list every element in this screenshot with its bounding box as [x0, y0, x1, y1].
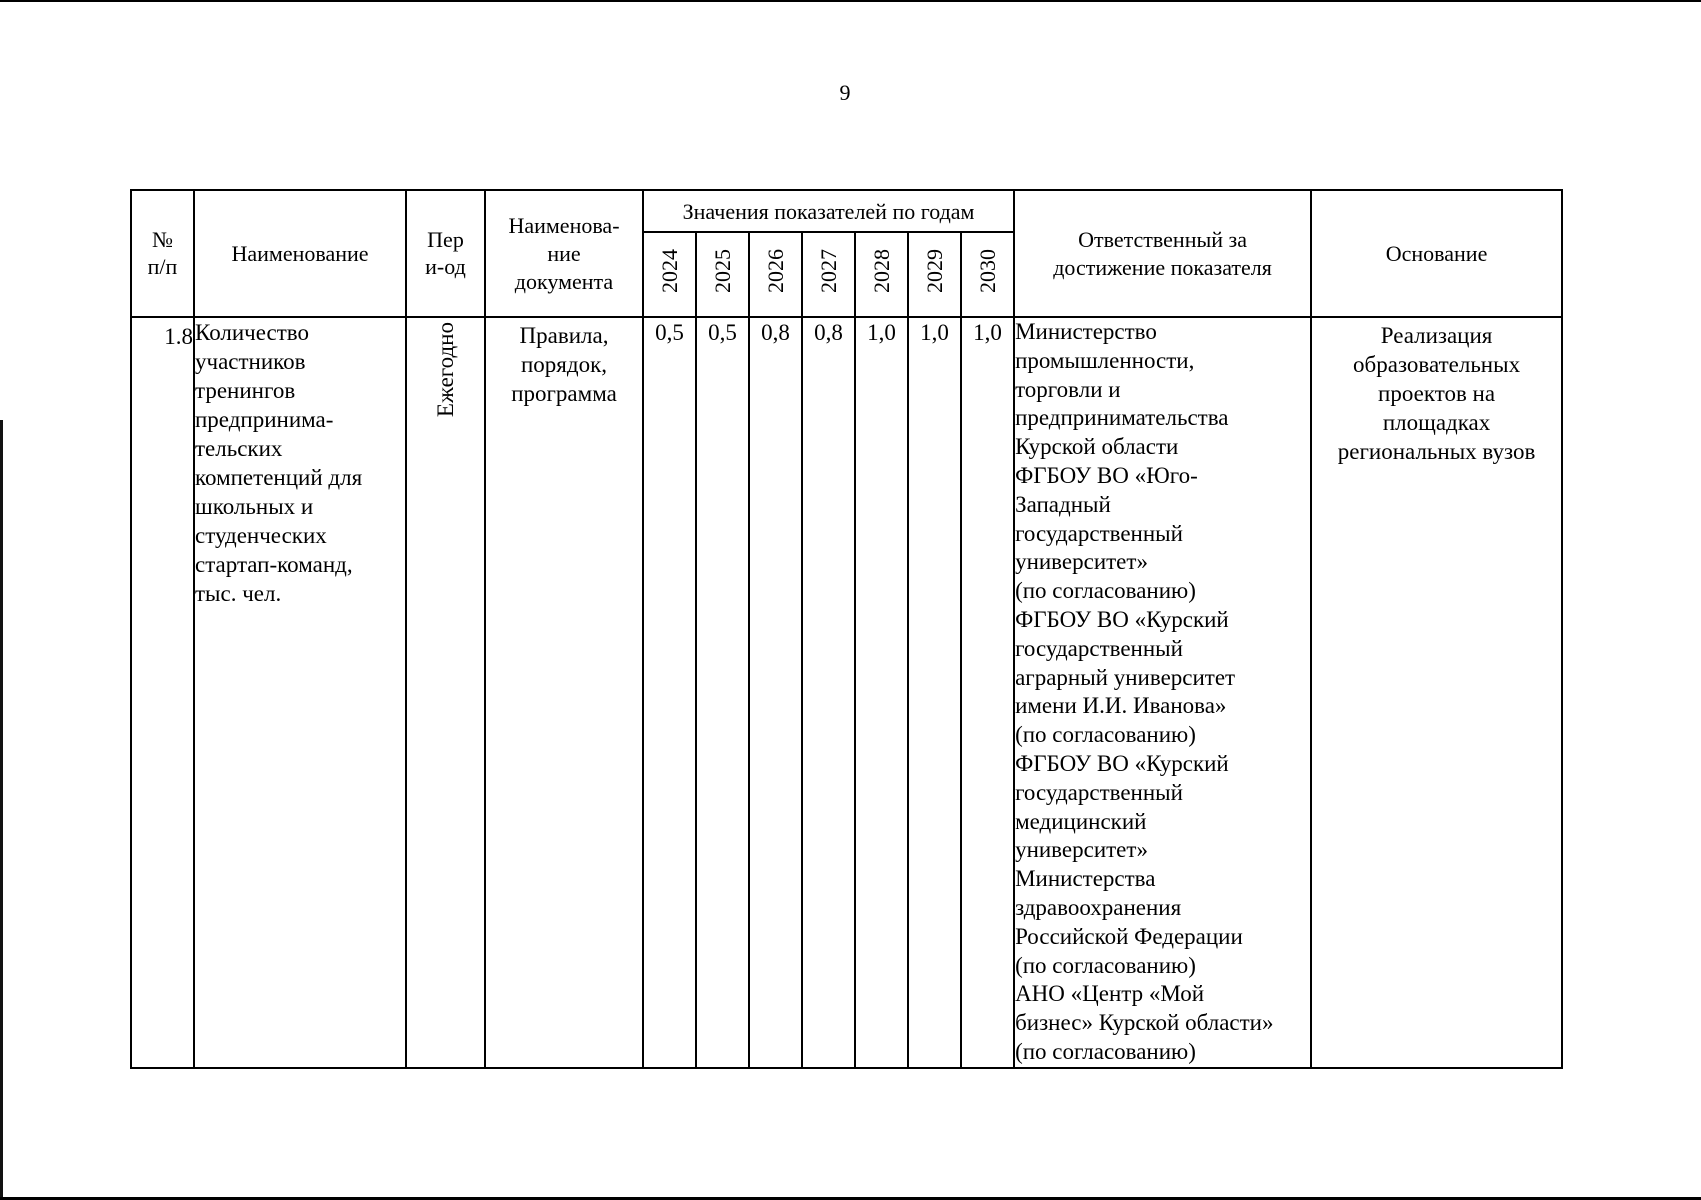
row-num-cell — [131, 317, 194, 1068]
responsible-line: Министерство — [1015, 319, 1157, 344]
header-num-label: № п/п — [147, 227, 178, 279]
document-line: программа — [511, 381, 617, 406]
row-value-2030: 1,0 — [961, 317, 1014, 1068]
basis-line: площадках — [1382, 410, 1491, 435]
row-value-2029: 1,0 — [908, 317, 961, 1068]
basis-line: проектов на — [1378, 381, 1496, 406]
row-document-cell — [485, 317, 643, 1068]
document-line: Правила, — [519, 323, 609, 348]
name-line: компетенций для — [195, 465, 363, 490]
row-name — [195, 318, 405, 608]
row-basis-cell — [1311, 317, 1562, 1068]
name-line: тыс. чел. — [195, 581, 282, 606]
header-period-label: Пери-од — [425, 227, 466, 279]
row-value-2026: 0,8 — [749, 317, 802, 1068]
header-year-label: 2028 — [869, 249, 894, 293]
basis-line: Реализация — [1380, 323, 1493, 348]
header-row-top — [131, 190, 1562, 232]
responsible-line: государственный — [1015, 779, 1183, 805]
basis-line: региональных вузов — [1337, 439, 1536, 464]
responsible-line: здравоохранения — [1015, 894, 1182, 920]
header-values-group-label: Значения показателей по годам — [682, 198, 975, 224]
row-value-2028: 1,0 — [855, 317, 908, 1068]
header-year — [855, 232, 908, 317]
responsible-line: ФГБОУ ВО «Юго- — [1015, 462, 1198, 488]
header-basis-label: Основание — [1385, 241, 1488, 266]
row-num: 1.8 — [164, 324, 193, 349]
name-line: студенческих — [195, 523, 327, 548]
responsible-line: Министерства — [1015, 866, 1156, 892]
responsible-line: государственный — [1015, 520, 1183, 546]
header-year — [802, 232, 855, 317]
responsible-line: университет» — [1015, 549, 1148, 575]
header-year — [961, 232, 1014, 317]
responsible-line: имени И.И. Иванова» — [1015, 693, 1227, 719]
responsible-line: (по согласованию) — [1015, 952, 1196, 978]
name-line: участников — [195, 349, 306, 374]
header-name — [194, 190, 406, 317]
responsible-line: аграрный университет — [1015, 664, 1236, 690]
header-year — [908, 232, 961, 317]
row-basis — [1312, 318, 1561, 466]
responsible-line: Российской Федерации — [1015, 923, 1243, 949]
responsible-line: ФГБОУ ВО «Курский — [1015, 750, 1229, 776]
responsible-line: торговли и — [1015, 376, 1121, 402]
header-year-label: 2030 — [975, 249, 1001, 293]
responsible-line: ФГБОУ ВО «Курский — [1015, 606, 1229, 632]
responsible-line: промышленности, — [1015, 347, 1195, 373]
header-document — [485, 190, 643, 317]
row-responsible — [1015, 318, 1310, 1067]
row-value-2027: 0,8 — [802, 317, 855, 1068]
header-num — [131, 190, 194, 317]
responsible-line: бизнес» Курской области» — [1015, 1010, 1274, 1036]
header-responsible — [1014, 190, 1311, 317]
name-line: предпринима- — [195, 407, 334, 432]
header-values-group — [643, 190, 1014, 232]
responsible-line: Западный — [1015, 491, 1111, 517]
responsible-line: медицинский — [1015, 808, 1147, 834]
responsible-line: (по согласованию) — [1015, 1038, 1196, 1064]
row-name-cell — [194, 317, 406, 1068]
header-year-label: 2025 — [710, 249, 735, 293]
header-name-label: Наименование — [231, 241, 369, 266]
row-document — [486, 318, 642, 408]
responsible-line: (по согласованию) — [1015, 578, 1196, 604]
row-value-2024: 0,5 — [643, 317, 696, 1068]
header-document-label: Наименова-ние документа — [508, 212, 620, 294]
responsible-line: (по согласованию) — [1015, 722, 1196, 748]
row-period-cell — [406, 317, 485, 1068]
header-responsible-label: Ответственный за достижение показателя — [1053, 226, 1272, 280]
header-period — [406, 190, 485, 317]
responsible-line: университет» — [1015, 837, 1148, 863]
document-line: порядок, — [520, 352, 607, 377]
header-year — [749, 232, 802, 317]
header-year-label: 2027 — [816, 249, 841, 293]
table-row — [131, 317, 1562, 1068]
name-line: школьных и — [195, 494, 314, 519]
responsible-line: Курской области — [1015, 434, 1179, 460]
header-basis — [1311, 190, 1562, 317]
row-period: Ежегодно — [433, 322, 458, 418]
responsible-line: АНО «Центр «Мой — [1015, 981, 1205, 1007]
header-year — [643, 232, 696, 317]
responsible-line: государственный — [1015, 635, 1183, 661]
row-value-2025: 0,5 — [696, 317, 749, 1068]
name-line: тельских — [195, 436, 283, 461]
header-year-label: 2024 — [657, 249, 682, 293]
basis-line: образовательных — [1353, 352, 1521, 377]
name-line: Количество — [195, 320, 309, 345]
responsible-line: предпринимательства — [1015, 405, 1229, 431]
header-year-label: 2029 — [922, 249, 947, 293]
page-number: 9 — [839, 80, 851, 105]
name-line: тренингов — [195, 378, 296, 403]
name-line: стартап-команд, — [195, 552, 353, 577]
page-top-edge — [0, 0, 1701, 2]
row-responsible-cell — [1014, 317, 1311, 1068]
page-left-edge — [0, 420, 3, 1200]
header-year-label: 2026 — [763, 249, 788, 293]
indicator-table — [130, 189, 1563, 1069]
header-year — [696, 232, 749, 317]
